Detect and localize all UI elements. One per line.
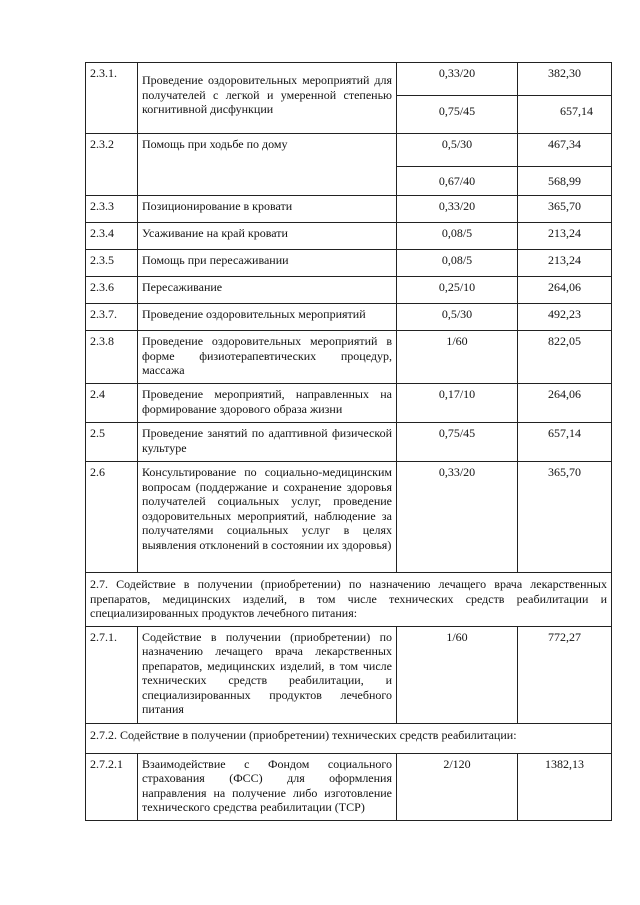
row-number: 2.3.5 [86, 250, 138, 277]
table-row [86, 753, 612, 820]
row-price: 365,70 [518, 462, 612, 573]
row-time: 0,5/30 [397, 304, 518, 331]
table-row [86, 331, 612, 384]
row-time: 0,33/20 [397, 462, 518, 573]
row-time: 0,75/45 [397, 96, 518, 134]
row-time: 1/60 [397, 626, 518, 723]
row-description: Проведение занятий по адаптивной физической культуре [138, 423, 397, 462]
row-description: Усаживание на край кровати [138, 223, 397, 250]
row-price: 657,14 [518, 423, 612, 462]
row-description: Консультирование по социально-медицинским вопросам (поддержание и сохранение здоровья получателей социальных услуг, проведение оздоровительных мероприятий, наблюдение за получателями социальных услуг в целях выявления отклонений в состоянии их здоровья) [138, 462, 397, 573]
row-description: Проведение оздоровительных мероприятий [138, 304, 397, 331]
table-row [86, 63, 612, 96]
row-price: 382,30 [518, 63, 612, 96]
row-time: 2/120 [397, 753, 518, 820]
row-time: 0,25/10 [397, 277, 518, 304]
row-time: 0,5/30 [397, 134, 518, 167]
row-price: 492,23 [518, 304, 612, 331]
row-price: 365,70 [518, 196, 612, 223]
table-row [86, 304, 612, 331]
row-description: Помощь при пересаживании [138, 250, 397, 277]
row-number: 2.3.7. [86, 304, 138, 331]
section-heading: 2.7.2. Содействие в получении (приобретении) технических средств реабилитации: [86, 723, 612, 753]
row-price: 568,99 [518, 167, 612, 196]
row-number: 2.4 [86, 384, 138, 423]
row-time: 0,75/45 [397, 423, 518, 462]
row-description: Проведение оздоровительных мероприятий в форме физиотерапевтических процедур, массажа [138, 331, 397, 384]
row-price: 1382,13 [518, 753, 612, 820]
row-number: 2.7.2.1 [86, 753, 138, 820]
row-price: 213,24 [518, 223, 612, 250]
table-row [86, 462, 612, 573]
table-row [86, 277, 612, 304]
row-price: 822,05 [518, 331, 612, 384]
row-price: 772,27 [518, 626, 612, 723]
table-row [86, 223, 612, 250]
table-row [86, 196, 612, 223]
row-description: Позиционирование в кровати [138, 196, 397, 223]
row-number: 2.7.1. [86, 626, 138, 723]
section-row [86, 723, 612, 753]
row-time: 0,33/20 [397, 196, 518, 223]
document-page [85, 62, 611, 821]
section-heading: 2.7. Содействие в получении (приобретении) по назначению лечащего врача лекарственных препаратов, медицинских изделий, в том числе технических средств реабилитации и специализированных продуктов лечебного питания: [86, 573, 612, 627]
row-description: Проведение оздоровительных мероприятий для получателей с легкой и умеренной степенью когнитивной дисфункции [138, 63, 397, 134]
row-description: Помощь при ходьбе по дому [138, 134, 397, 196]
row-number: 2.5 [86, 423, 138, 462]
row-time: 0,08/5 [397, 250, 518, 277]
row-description: Содействие в получении (приобретении) по назначению лечащего врача лекарственных препаратов, медицинских изделий, в том числе технических средств реабилитации, и специализированных продуктов лечебного питания [138, 626, 397, 723]
row-description: Взаимодействие с Фондом социального страхования (ФСС) для оформления направления на получение либо изготовление технического средства реабилитации (ТСР) [138, 753, 397, 820]
table-row [86, 134, 612, 167]
row-number: 2.3.1. [86, 63, 138, 134]
row-time: 0,17/10 [397, 384, 518, 423]
row-price: 467,34 [518, 134, 612, 167]
row-number: 2.3.3 [86, 196, 138, 223]
row-number: 2.3.8 [86, 331, 138, 384]
row-number: 2.3.6 [86, 277, 138, 304]
row-description: Проведение мероприятий, направленных на формирование здорового образа жизни [138, 384, 397, 423]
section-row [86, 573, 612, 627]
row-number: 2.6 [86, 462, 138, 573]
table-row [86, 384, 612, 423]
table-row [86, 250, 612, 277]
row-price: 213,24 [518, 250, 612, 277]
row-time: 1/60 [397, 331, 518, 384]
row-time: 0,33/20 [397, 63, 518, 96]
row-price: 657,14 [518, 96, 612, 134]
table-row [86, 626, 612, 723]
row-time: 0,08/5 [397, 223, 518, 250]
row-price: 264,06 [518, 277, 612, 304]
row-number: 2.3.2 [86, 134, 138, 196]
services-table [85, 62, 612, 821]
row-time: 0,67/40 [397, 167, 518, 196]
row-description: Пересаживание [138, 277, 397, 304]
row-price: 264,06 [518, 384, 612, 423]
table-row [86, 423, 612, 462]
row-number: 2.3.4 [86, 223, 138, 250]
